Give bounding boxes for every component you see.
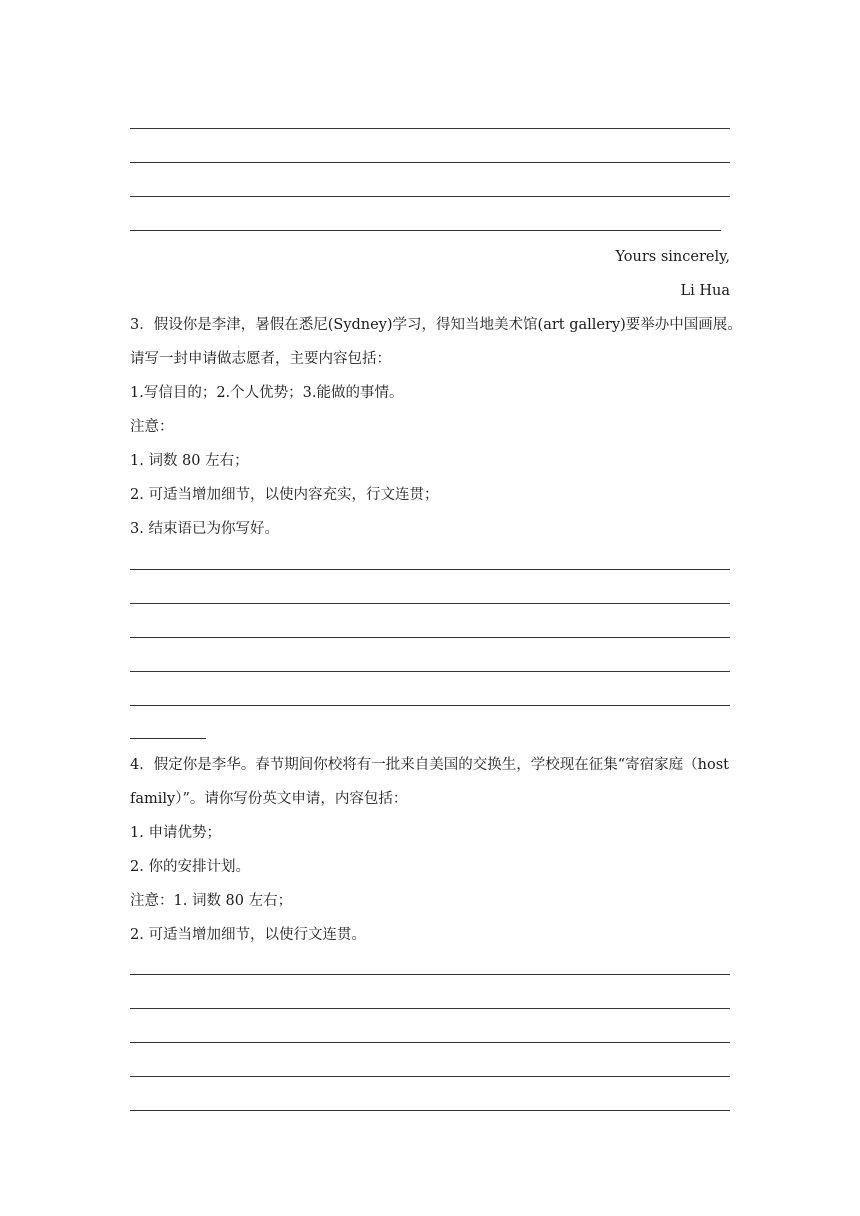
answer-line bbox=[130, 569, 730, 570]
answer-line bbox=[130, 230, 721, 231]
q3-note-label: 注意： bbox=[130, 419, 174, 435]
answer-line bbox=[130, 1076, 730, 1077]
answer-line bbox=[130, 705, 730, 706]
q3-prompt-line1: 3．假设你是李津，暑假在悉尼(Sydney)学习，得知当地美术馆(art gallery)要举办中国画展。 bbox=[130, 317, 742, 333]
answer-line bbox=[130, 1110, 730, 1111]
answer-line bbox=[130, 637, 730, 638]
answer-line bbox=[130, 196, 730, 197]
q4-note-2: 2. 可适当增加细节，以使行文连贯。 bbox=[130, 927, 366, 943]
q4-item-1: 1. 申请优势； bbox=[130, 825, 221, 841]
q3-note-3: 3. 结束语已为你写好。 bbox=[130, 521, 279, 537]
q3-prompt-line2: 请写一封申请做志愿者，主要内容包括： bbox=[130, 351, 391, 367]
answer-line bbox=[130, 738, 206, 739]
answer-line bbox=[130, 1008, 730, 1009]
answer-line bbox=[130, 603, 730, 604]
q3-content-points: 1.写信目的；2.个人优势；3.能做的事情。 bbox=[130, 385, 404, 401]
q4-prompt-line2: family）”。请你写份英文申请，内容包括： bbox=[130, 791, 408, 807]
signature-name: Li Hua bbox=[680, 283, 730, 299]
sign-off: Yours sincerely, bbox=[615, 249, 730, 265]
q4-prompt-line1: 4．假定你是李华。春节期间你校将有一批来自美国的交换生，学校现在征集“寄宿家庭（host bbox=[130, 757, 729, 773]
answer-line bbox=[130, 974, 730, 975]
q4-item-2: 2. 你的安排计划。 bbox=[130, 859, 250, 875]
q3-note-1: 1. 词数 80 左右； bbox=[130, 453, 249, 469]
q3-note-2: 2. 可适当增加细节，以使内容充实，行文连贯； bbox=[130, 487, 439, 503]
q4-note-1: 注意：1. 词数 80 左右； bbox=[130, 893, 293, 909]
answer-line bbox=[130, 162, 730, 163]
answer-line bbox=[130, 128, 730, 129]
answer-line bbox=[130, 671, 730, 672]
answer-line bbox=[130, 1042, 730, 1043]
